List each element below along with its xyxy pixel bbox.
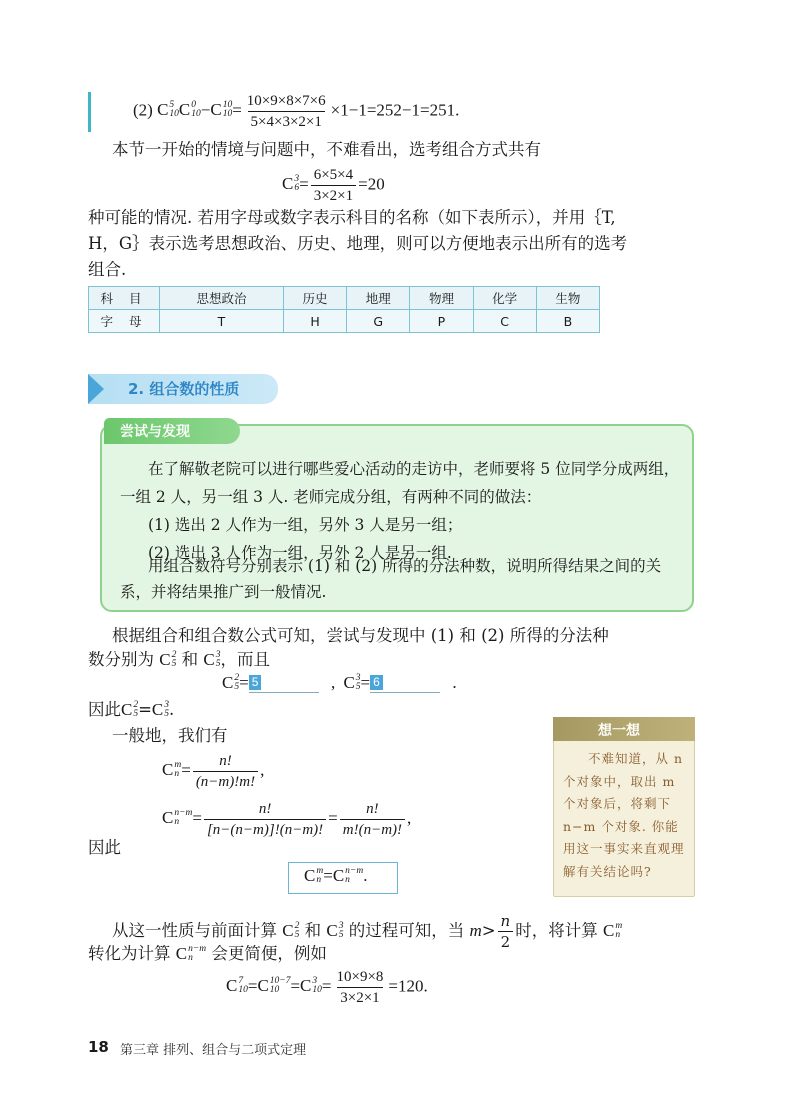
table-cell: G — [347, 310, 410, 333]
paragraph-line: 转化为计算 C n−m n 会更简便，例如 — [88, 944, 327, 963]
answer-blank-2[interactable]: 6 — [370, 674, 440, 693]
formula-cnnm: C n−m n = $\frac{n!}{[n-(n-m)]!(n-m)!}$ = $\frac{n!}{m!(n-m)!}$ , — [162, 801, 412, 838]
general-statement: 一般地，我们有 — [112, 726, 228, 745]
final-formula: C 7 10 = C 10−7 10 = C 3 10 = $\frac{10\times 9\times 8}{3\times 2\times 1}$ =120. — [226, 969, 428, 1006]
table-cell: 地理 — [347, 287, 410, 310]
paragraph-line: 组合. — [88, 260, 127, 279]
try-line: 在了解敬老院可以进行哪些爱心活动的走访中，老师要将 5 位同学分成两组， — [148, 460, 680, 478]
table-row — [89, 287, 600, 310]
answer-blank-1[interactable]: 5 — [249, 674, 319, 693]
formula-label: (2) — [133, 100, 153, 120]
table-cell: 思想政治 — [160, 287, 284, 310]
table-cell: 生物 — [536, 287, 599, 310]
table-cell: C — [473, 310, 536, 333]
paragraph-line: 数分别为 C 2 5 和 C 3 5 ，而且 — [88, 650, 270, 669]
try-line: 系，并将结果推广到一般情况. — [120, 583, 327, 601]
page-number: 18 — [88, 1038, 109, 1056]
table-cell: H — [283, 310, 346, 333]
table-cell: B — [536, 310, 599, 333]
formula-c63: C 3 6 = $\frac{6\times 5\times 4}{3\times 2\times 1}$ =20 — [282, 167, 385, 204]
top-formula: (2) C 5 10 C 0 10 − C 10 10 = $\frac{10\times 9\times 8\times 7\times 6}{5\times 4\times 3\times 2\times 1}$ ×1−1=252−1=251. — [133, 93, 460, 130]
chapter-title: 第三章 排列、组合与二项式定理 — [120, 1043, 307, 1058]
table-row — [89, 310, 600, 333]
paragraph-line: 种可能的情况. 若用字母或数字表示科目的名称（如下表所示），并用｛T, — [88, 208, 616, 227]
paragraph-line: H，G｝表示选考思想政治、历史、地理，则可以方便地表示出所有的选考 — [88, 234, 628, 253]
try-line: (2) 选出 3 人作为一组，另外 2 人是另一组. — [148, 544, 452, 562]
table-cell: 化学 — [473, 287, 536, 310]
fill-in-formula: C 2 5 = 5 , C 3 5 = 6 . — [222, 673, 457, 692]
table-header-cell: 字 母 — [89, 310, 160, 333]
try-discover-title: 尝试与发现 — [120, 424, 190, 440]
therefore-text: 因此 — [88, 838, 121, 857]
try-line: 一组 2 人，另一组 3 人. 老师完成分组，有两种不同的做法： — [120, 488, 542, 506]
paragraph-intro: 本节一开始的情境与问题中，不难看出，选考组合方式共有 — [112, 140, 541, 159]
subject-table — [88, 286, 600, 333]
table-cell: T — [160, 310, 284, 333]
try-line: (1) 选出 2 人作为一组，另外 3 人是另一组； — [148, 516, 463, 534]
table-cell: P — [410, 310, 473, 333]
paragraph-line: 根据组合和组合数公式可知，尝试与发现中 (1) 和 (2) 所得的分法种 — [112, 626, 609, 645]
result-formula: C m n = C n−m n . — [304, 866, 368, 885]
margin-accent-bar — [88, 92, 91, 132]
table-cell: 历史 — [283, 287, 346, 310]
formula-cnm: C m n = $\frac{n!}{(n-m)!m!}$ , — [162, 753, 265, 790]
try-line: 用组合数符号分别表示 (1) 和 (2) 所得的分法种数，说明所得结果之间的关 — [148, 557, 662, 575]
table-header-cell: 科 目 — [89, 287, 160, 310]
conclusion-line: 因此 C 2 5 = C 3 5 . — [88, 700, 175, 719]
think-title: 想一想 — [598, 723, 640, 739]
think-text: 不难知道，从 n 个对象中，取出 m 个对象后，将剩下 n−m 个对象. 你能用这一事实来直观理解有关结论吗? — [563, 751, 685, 879]
paragraph-line: 从这一性质与前面计算 C 2 5 和 C 3 5 的过程可知，当 m> $\frac{n}{2}$ 时，将计算 C m n — [112, 912, 623, 951]
section-arrow-icon — [88, 374, 104, 404]
section-title: 2. 组合数的性质 — [128, 380, 240, 398]
table-cell: 物理 — [410, 287, 473, 310]
